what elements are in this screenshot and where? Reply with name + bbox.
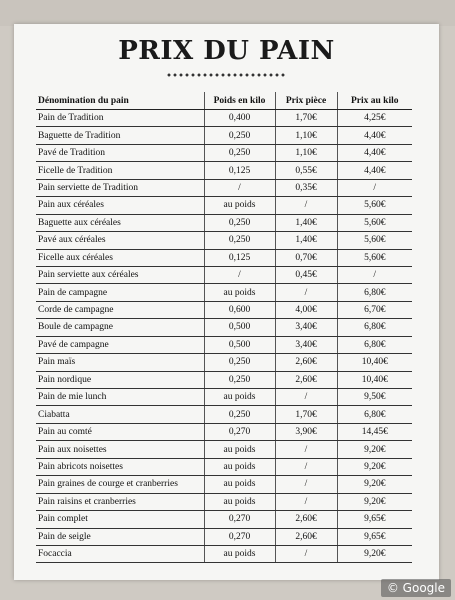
unit-price-cell: 1,70€ <box>275 110 337 127</box>
unit-price-cell: 0,70€ <box>275 249 337 266</box>
bread-name-cell: Baguette de Tradition <box>36 127 204 144</box>
table-row <box>36 406 412 423</box>
bread-name-cell: Pain maïs <box>36 354 204 371</box>
price-per-kilo-cell: 5,60€ <box>337 197 412 214</box>
price-per-kilo-cell: 4,25€ <box>337 110 412 127</box>
price-per-kilo-cell: 10,40€ <box>337 354 412 371</box>
weight-cell: au poids <box>204 389 275 406</box>
unit-price-cell: 0,35€ <box>275 179 337 196</box>
table-row <box>36 336 412 353</box>
weight-cell: 0,250 <box>204 127 275 144</box>
weight-cell: 0,250 <box>204 144 275 161</box>
bread-name-cell: Boule de campagne <box>36 319 204 336</box>
table-row <box>36 232 412 249</box>
bread-name-cell: Pain de campagne <box>36 284 204 301</box>
bread-name-cell: Pavé de Tradition <box>36 144 204 161</box>
bread-name-cell: Ficelle de Tradition <box>36 162 204 179</box>
weight-cell: / <box>204 266 275 283</box>
unit-price-cell: 1,40€ <box>275 214 337 231</box>
column-header-price-per-kilo: Prix au kilo <box>337 92 412 110</box>
unit-price-cell: 2,60€ <box>275 528 337 545</box>
weight-cell: au poids <box>204 493 275 510</box>
table-row <box>36 528 412 545</box>
column-header-unit-price: Prix pièce <box>275 92 337 110</box>
table-row <box>36 179 412 196</box>
table-row <box>36 127 412 144</box>
bread-name-cell: Pain raisins et cranberries <box>36 493 204 510</box>
price-per-kilo-cell: 6,80€ <box>337 336 412 353</box>
table-row <box>36 162 412 179</box>
weight-cell: au poids <box>204 197 275 214</box>
unit-price-cell: 2,60€ <box>275 511 337 528</box>
table-row <box>36 319 412 336</box>
weight-cell: au poids <box>204 441 275 458</box>
table-row <box>36 371 412 388</box>
unit-price-cell: 3,90€ <box>275 423 337 440</box>
unit-price-cell: / <box>275 389 337 406</box>
unit-price-cell: / <box>275 197 337 214</box>
unit-price-cell: 2,60€ <box>275 354 337 371</box>
bread-name-cell: Pain de seigle <box>36 528 204 545</box>
price-per-kilo-cell: 4,40€ <box>337 144 412 161</box>
unit-price-cell: / <box>275 458 337 475</box>
table-row <box>36 545 412 562</box>
bread-name-cell: Baguette aux céréales <box>36 214 204 231</box>
unit-price-cell: 1,10€ <box>275 144 337 161</box>
price-per-kilo-cell: 9,20€ <box>337 493 412 510</box>
column-header-weight: Poids en kilo <box>204 92 275 110</box>
bread-name-cell: Pain serviette de Tradition <box>36 179 204 196</box>
price-table <box>36 92 412 563</box>
bread-name-cell: Pain au comté <box>36 423 204 440</box>
sign-title: PRIX DU PAIN <box>118 36 335 66</box>
weight-cell: au poids <box>204 458 275 475</box>
unit-price-cell: 0,55€ <box>275 162 337 179</box>
price-per-kilo-cell: 9,20€ <box>337 441 412 458</box>
weight-cell: 0,250 <box>204 214 275 231</box>
ornament-divider <box>166 72 286 78</box>
google-watermark: © Google <box>381 579 451 597</box>
table-row <box>36 511 412 528</box>
table-row <box>36 458 412 475</box>
bread-name-cell: Pain abricots noisettes <box>36 458 204 475</box>
bread-name-cell: Pain nordique <box>36 371 204 388</box>
weight-cell: 0,600 <box>204 301 275 318</box>
table-header-row <box>36 92 412 110</box>
price-per-kilo-cell: 14,45€ <box>337 423 412 440</box>
bread-name-cell: Corde de campagne <box>36 301 204 318</box>
weight-cell: 0,250 <box>204 232 275 249</box>
weight-cell: 0,125 <box>204 249 275 266</box>
unit-price-cell: / <box>275 284 337 301</box>
price-per-kilo-cell: 9,65€ <box>337 528 412 545</box>
unit-price-cell: 1,70€ <box>275 406 337 423</box>
bread-name-cell: Pain aux noisettes <box>36 441 204 458</box>
table-row <box>36 266 412 283</box>
price-per-kilo-cell: 10,40€ <box>337 371 412 388</box>
price-per-kilo-cell: / <box>337 179 412 196</box>
weight-cell: au poids <box>204 476 275 493</box>
weight-cell: 0,250 <box>204 371 275 388</box>
table-row <box>36 144 412 161</box>
table-row <box>36 493 412 510</box>
bread-name-cell: Pain aux céréales <box>36 197 204 214</box>
bread-name-cell: Pain graines de courge et cranberries <box>36 476 204 493</box>
price-per-kilo-cell: 9,20€ <box>337 545 412 562</box>
weight-cell: 0,125 <box>204 162 275 179</box>
weight-cell: 0,270 <box>204 511 275 528</box>
table-row <box>36 354 412 371</box>
unit-price-cell: 2,60€ <box>275 371 337 388</box>
table-row <box>36 389 412 406</box>
bread-name-cell: Focaccia <box>36 545 204 562</box>
table-row <box>36 284 412 301</box>
price-per-kilo-cell: 9,65€ <box>337 511 412 528</box>
bread-name-cell: Pain de mie lunch <box>36 389 204 406</box>
price-per-kilo-cell: 4,40€ <box>337 162 412 179</box>
price-per-kilo-cell: 5,60€ <box>337 232 412 249</box>
wall-background <box>0 0 455 26</box>
table-row <box>36 249 412 266</box>
table-row <box>36 214 412 231</box>
weight-cell: 0,500 <box>204 319 275 336</box>
weight-cell: au poids <box>204 545 275 562</box>
unit-price-cell: 1,10€ <box>275 127 337 144</box>
weight-cell: 0,270 <box>204 528 275 545</box>
bread-name-cell: Pain de Tradition <box>36 110 204 127</box>
bread-name-cell: Pain serviette aux céréales <box>36 266 204 283</box>
table-row <box>36 110 412 127</box>
bread-name-cell: Pavé de campagne <box>36 336 204 353</box>
bread-name-cell: Ciabatta <box>36 406 204 423</box>
unit-price-cell: / <box>275 545 337 562</box>
bread-name-cell: Pavé aux céréales <box>36 232 204 249</box>
column-header-name: Dénomination du pain <box>36 92 204 110</box>
price-per-kilo-cell: 6,70€ <box>337 301 412 318</box>
price-per-kilo-cell: / <box>337 266 412 283</box>
unit-price-cell: 1,40€ <box>275 232 337 249</box>
price-per-kilo-cell: 9,20€ <box>337 458 412 475</box>
price-per-kilo-cell: 5,60€ <box>337 214 412 231</box>
weight-cell: 0,400 <box>204 110 275 127</box>
unit-price-cell: / <box>275 476 337 493</box>
table-row <box>36 197 412 214</box>
table-row <box>36 423 412 440</box>
price-per-kilo-cell: 4,40€ <box>337 127 412 144</box>
bread-name-cell: Ficelle aux céréales <box>36 249 204 266</box>
unit-price-cell: 3,40€ <box>275 319 337 336</box>
bread-name-cell: Pain complet <box>36 511 204 528</box>
price-per-kilo-cell: 6,80€ <box>337 406 412 423</box>
unit-price-cell: 4,00€ <box>275 301 337 318</box>
unit-price-cell: / <box>275 493 337 510</box>
weight-cell: 0,250 <box>204 406 275 423</box>
table-row <box>36 441 412 458</box>
price-per-kilo-cell: 5,60€ <box>337 249 412 266</box>
weight-cell: 0,250 <box>204 354 275 371</box>
weight-cell: 0,500 <box>204 336 275 353</box>
weight-cell: 0,270 <box>204 423 275 440</box>
price-sign <box>14 24 439 580</box>
price-per-kilo-cell: 9,20€ <box>337 476 412 493</box>
price-per-kilo-cell: 6,80€ <box>337 319 412 336</box>
price-per-kilo-cell: 9,50€ <box>337 389 412 406</box>
unit-price-cell: 0,45€ <box>275 266 337 283</box>
table-row <box>36 476 412 493</box>
unit-price-cell: 3,40€ <box>275 336 337 353</box>
table-row <box>36 301 412 318</box>
price-per-kilo-cell: 6,80€ <box>337 284 412 301</box>
unit-price-cell: / <box>275 441 337 458</box>
weight-cell: au poids <box>204 284 275 301</box>
weight-cell: / <box>204 179 275 196</box>
